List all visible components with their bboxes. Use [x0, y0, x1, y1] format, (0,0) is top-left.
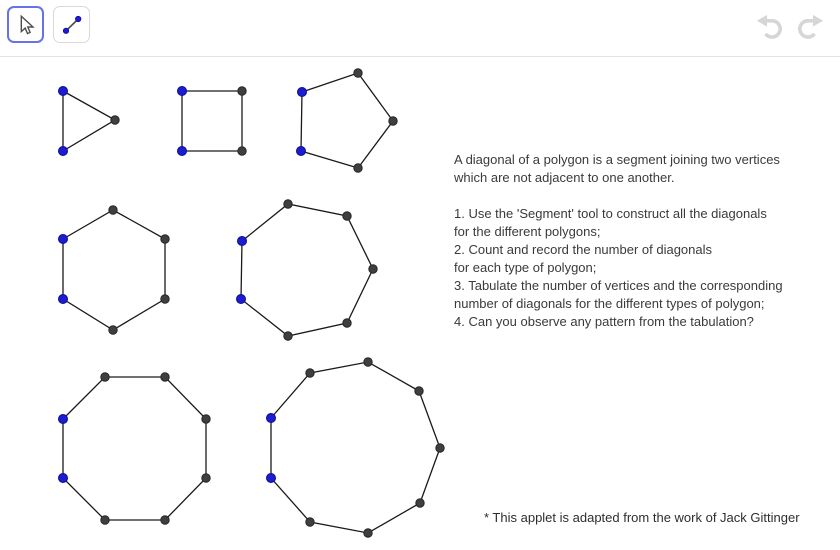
polygon-heptagon: [237, 200, 378, 340]
instructions-line: 2. Count and record the number of diagonals: [454, 242, 713, 257]
dependent-vertex-point: [109, 326, 117, 334]
dependent-vertex-point: [238, 147, 246, 155]
instructions-text: [454, 151, 794, 331]
square-outline: [182, 91, 242, 151]
move-tool-button[interactable]: [7, 6, 44, 43]
polygon-nonagon: [267, 358, 445, 537]
triangle-outline: [63, 91, 115, 151]
dependent-vertex-point: [306, 518, 314, 526]
instructions-line: for the different polygons;: [454, 224, 601, 239]
segment-tool-button[interactable]: [53, 6, 90, 43]
instructions-line: A diagonal of a polygon is a segment joining two vertices: [454, 152, 780, 167]
polygon-pentagon: [297, 69, 398, 172]
dependent-vertex-point: [238, 87, 246, 95]
pentagon-outline: [301, 73, 393, 168]
dependent-vertex-point: [161, 516, 169, 524]
polygon-octagon: [59, 373, 211, 524]
dependent-vertex-point: [202, 415, 210, 423]
free-vertex-point[interactable]: [59, 474, 68, 483]
free-vertex-point[interactable]: [267, 474, 276, 483]
move-cursor-icon: [15, 14, 37, 36]
dependent-vertex-point: [101, 516, 109, 524]
dependent-vertex-point: [415, 387, 423, 395]
free-vertex-point[interactable]: [298, 88, 307, 97]
dependent-vertex-point: [161, 373, 169, 381]
dependent-vertex-point: [364, 529, 372, 537]
polygon-square: [178, 87, 247, 156]
polygon-triangle: [59, 87, 120, 156]
graphics-view[interactable]: [0, 57, 840, 549]
dependent-vertex-point: [364, 358, 372, 366]
free-vertex-point[interactable]: [267, 414, 276, 423]
dependent-vertex-point: [343, 319, 351, 327]
instructions-line: 1. Use the 'Segment' tool to construct all the diagonals: [454, 206, 767, 221]
dependent-vertex-point: [109, 206, 117, 214]
undo-button[interactable]: [755, 13, 786, 41]
free-vertex-point[interactable]: [59, 147, 68, 156]
dependent-vertex-point: [354, 69, 362, 77]
instructions-line: 3. Tabulate the number of vertices and the corresponding: [454, 278, 783, 293]
undo-icon: [756, 14, 786, 40]
free-vertex-point[interactable]: [59, 235, 68, 244]
free-vertex-point[interactable]: [178, 147, 187, 156]
attribution-text: * This applet is adapted from the work of Jack Gittinger: [484, 510, 800, 525]
dependent-vertex-point: [369, 265, 377, 273]
dependent-vertex-point: [389, 117, 397, 125]
dependent-vertex-point: [354, 164, 362, 172]
dependent-vertex-point: [101, 373, 109, 381]
heptagon-outline: [241, 204, 373, 336]
free-vertex-point[interactable]: [59, 87, 68, 96]
free-vertex-point[interactable]: [238, 237, 247, 246]
dependent-vertex-point: [436, 444, 444, 452]
nonagon-outline: [271, 362, 440, 533]
dependent-vertex-point: [416, 499, 424, 507]
dependent-vertex-point: [284, 200, 292, 208]
free-vertex-point[interactable]: [297, 147, 306, 156]
dependent-vertex-point: [161, 235, 169, 243]
toolbar: [0, 0, 840, 57]
free-vertex-point[interactable]: [59, 295, 68, 304]
dependent-vertex-point: [111, 116, 119, 124]
hexagon-outline: [63, 210, 165, 330]
dependent-vertex-point: [343, 212, 351, 220]
instructions-line: number of diagonals for the different types of polygon;: [454, 296, 765, 311]
instructions-line: 4. Can you observe any pattern from the tabulation?: [454, 314, 754, 329]
redo-icon: [794, 14, 824, 40]
segment-icon: [61, 14, 83, 36]
octagon-outline: [63, 377, 206, 520]
dependent-vertex-point: [161, 295, 169, 303]
instructions-line: [454, 187, 794, 205]
instructions-line: for each type of polygon;: [454, 260, 597, 275]
redo-button[interactable]: [793, 13, 824, 41]
tool-buttons-group: [7, 6, 90, 43]
free-vertex-point[interactable]: [178, 87, 187, 96]
polygon-hexagon: [59, 206, 170, 334]
dependent-vertex-point: [306, 369, 314, 377]
instructions-line: which are not adjacent to one another.: [454, 170, 675, 185]
free-vertex-point[interactable]: [237, 295, 246, 304]
dependent-vertex-point: [202, 474, 210, 482]
dependent-vertex-point: [284, 332, 292, 340]
free-vertex-point[interactable]: [59, 415, 68, 424]
history-buttons-group: [755, 13, 824, 41]
